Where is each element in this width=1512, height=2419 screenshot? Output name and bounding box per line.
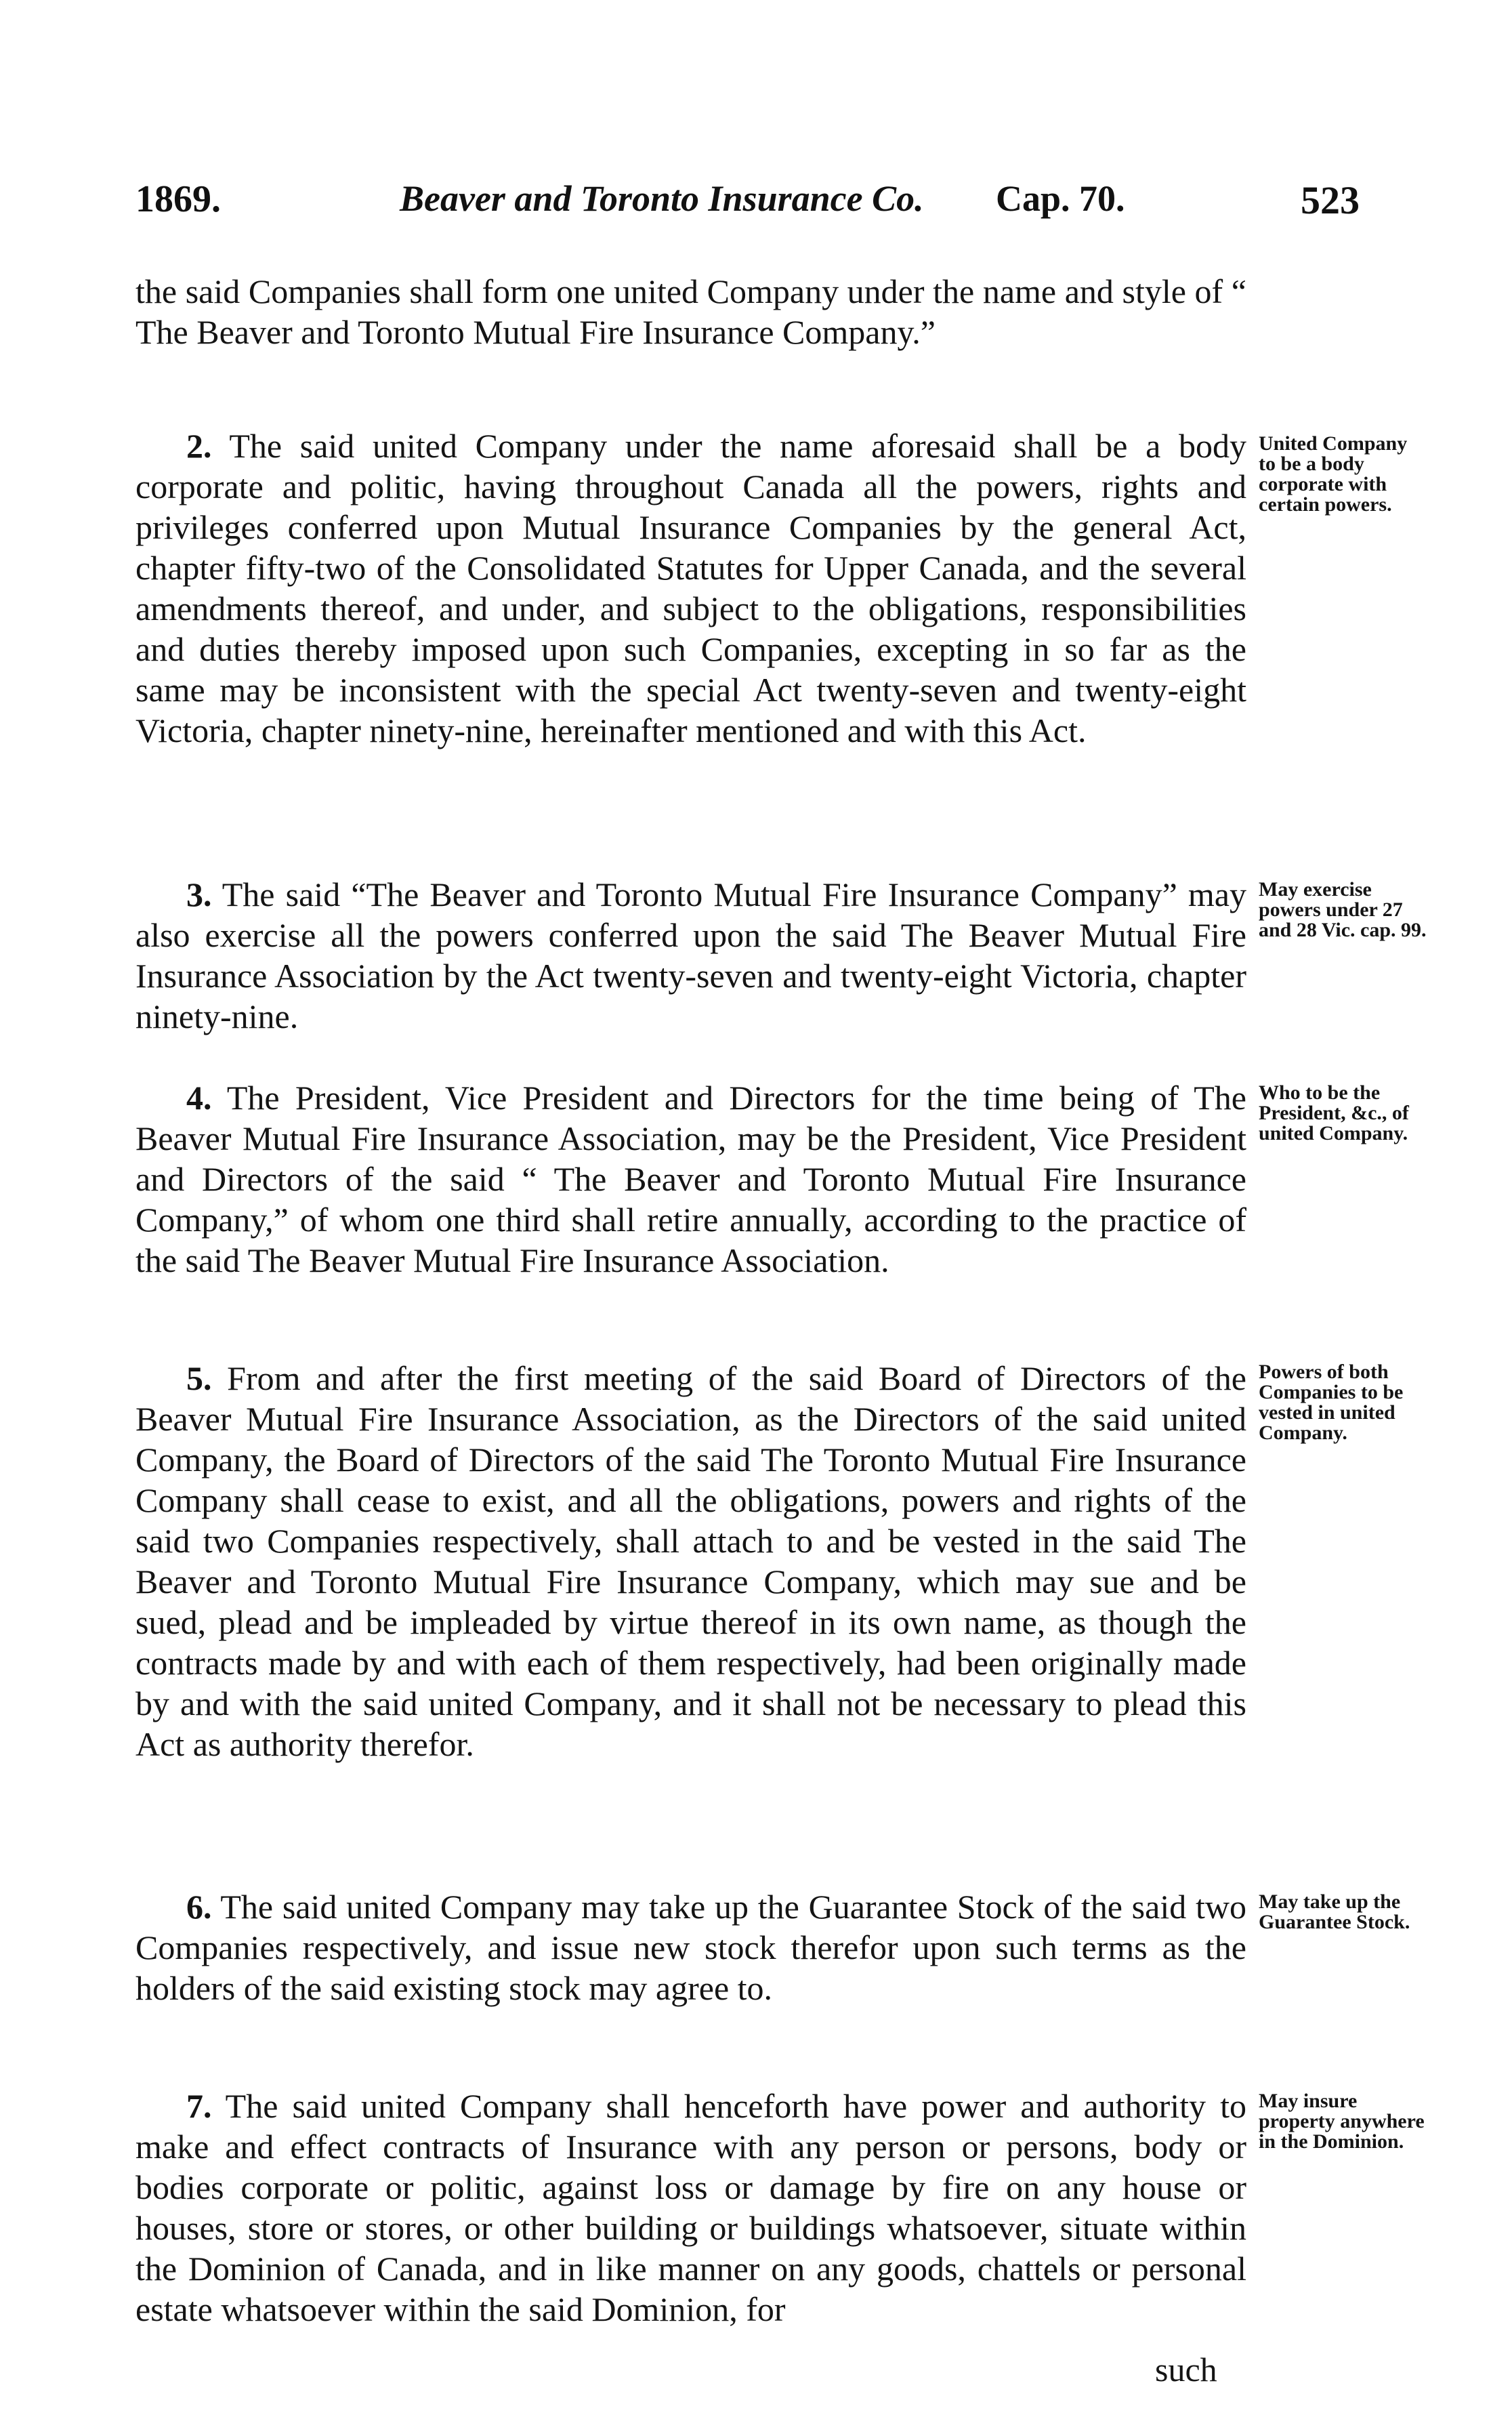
header-chapter: Cap. 70. [996,178,1125,219]
intro-text: the said Companies shall form one united Company under the name and style of “ The Beaver and Toronto Mutual Fire Insurance Company.” [135,272,1246,351]
header-title: Beaver and Toronto Insurance Co. [400,178,924,219]
margin-note-section-2: United Company to be a body corporate with certain powers. [1259,432,1408,516]
page-number: 523 [1301,178,1360,222]
section-text: The said united Company under the name aforesaid shall be a body corporate and politic, having throughout Canada all the powers, rights and privileges conferred upon Mutual Insurance Companies by the general Act, chapter fifty-two of the Consolidated Statutes for Upper Canada, and the several amendments thereof, and under, and subject to the obligations, responsibilities and duties thereby imposed upon such Companies, excepting in so far as the same may be inconsistent with the special Act twenty-seven and twenty-eight Victoria, chapter ninety-nine, hereinafter mentioned and with this Act. [135,427,1246,749]
section-4 [135,1077,1246,1281]
section-2 [135,426,1246,751]
section-3 [135,874,1246,1037]
margin-note-section-3: May exercise powers under 27 and 28 Vic. cap. 99. [1259,878,1427,941]
section-text: From and after the first meeting of the said Board of Directors of the Beaver Mutual Fire Insurance Association, as the Directors of the said united Company, the Board of Directors of the said The Toronto Mutual Fire Insurance Company shall cease to exist, and all the obligations, powers and rights of the said two Companies respectively, shall attach to and be vested in the said The Beaver and Toronto Mutual Fire Insurance Company, which may sue and be sued, plead and be impleaded by virtue thereof in its own name, as though the contracts made by and with each of them respectively, had been originally made by and with the said united Company, and it shall not be necessary to plead this Act as authority therefor. [135,1359,1247,1763]
intro-paragraph [135,271,1246,352]
section-number: 7. [186,2087,212,2125]
header-year: 1869. [135,178,221,220]
section-number: 4. [186,1079,212,1117]
section-number: 6. [186,1888,212,1926]
margin-note-section-5: Powers of both Companies to be vested in united Company. [1259,1361,1404,1444]
section-7 [135,2086,1246,2330]
section-text: The said “The Beaver and Toronto Mutual Fire Insurance Company” may also exercise all the powers conferred upon the said The Beaver Mutual Fire Insurance Association by the Act twenty-seven and twenty-eight Victoria, chapter ninety-nine. [135,875,1246,1035]
catchword: such [1155,2351,1217,2389]
margin-note-section-7: May insure property anywhere in the Dominion. [1259,2090,1425,2153]
section-number: 5. [186,1359,212,1397]
section-number: 2. [186,427,212,465]
section-5 [135,1358,1246,1764]
margin-note-section-6: May take up the Guarantee Stock. [1259,1890,1410,1933]
section-6 [135,1886,1246,2008]
section-text: The said united Company shall henceforth have power and authority to make and effect contracts of Insurance with any person or persons, body or bodies corporate or politic, against loss or damage by fire on any house or houses, store or stores, or other building or buildings whatsoever, situate within the Dominion of Canada, and in like manner on any goods, chattels or personal estate whatsoever within the said Dominion, for [135,2087,1246,2328]
margin-note-section-4: Who to be the President, &c., of united Company. [1259,1081,1409,1144]
section-number: 3. [186,875,212,913]
section-text: The said united Company may take up the Guarantee Stock of the said two Companies respectively, and issue new stock therefor upon such terms as the holders of the said existing stock may agree to. [135,1888,1246,2007]
running-header [135,178,1436,239]
section-text: The President, Vice President and Directors for the time being of The Beaver Mutual Fire Insurance Association, may be the President, Vice President and Directors of the said “ The Beaver and Toronto Mutual Fire Insurance Company,” of whom one third shall retire annually, according to the practice of the said The Beaver Mutual Fire Insurance Association. [135,1079,1246,1279]
